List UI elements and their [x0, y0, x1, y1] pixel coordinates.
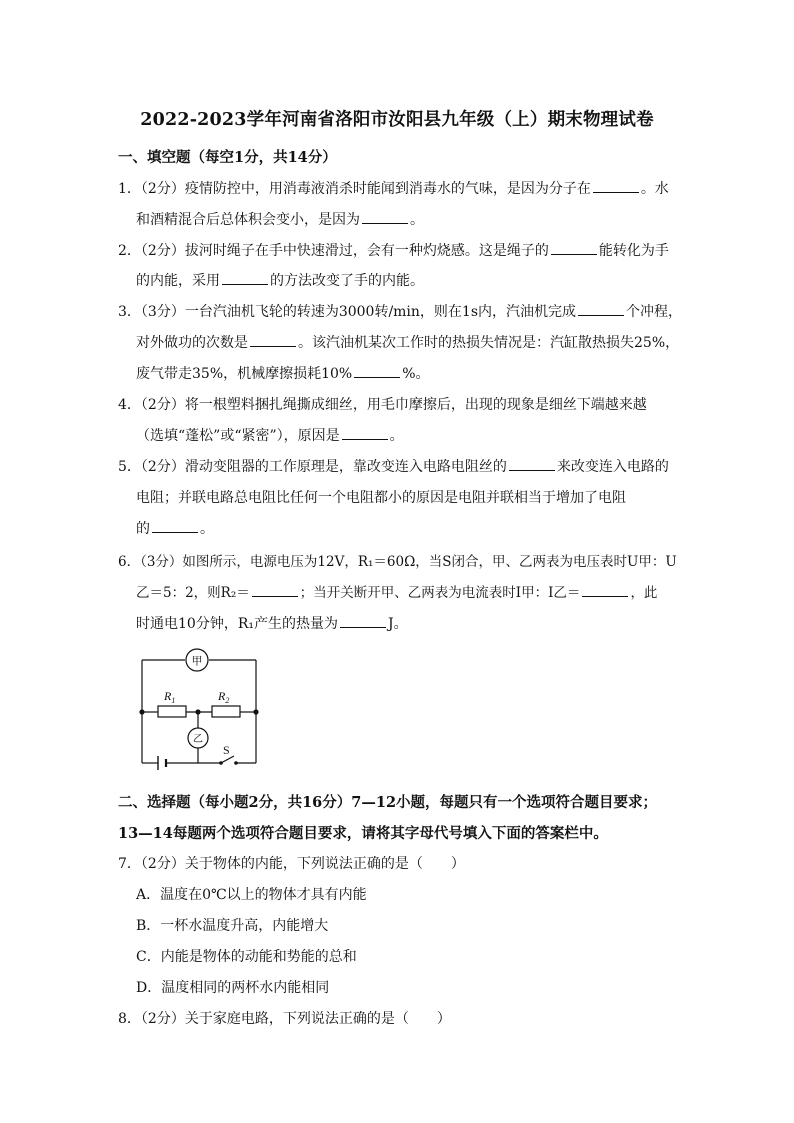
question-4-line-2	[136, 425, 404, 445]
q3-text-c: 对外做功的次数是	[136, 335, 248, 351]
question-1-line-2	[136, 209, 424, 229]
q6-text-c: ；当开关断开甲、乙两表为电流表时I甲：I乙＝	[299, 585, 581, 601]
section-2-heading-line-1: 二、选择题（每小题2分，共16分）7—12小题，每题只有一个选项符合题目要求；	[118, 794, 658, 811]
resistor-r2	[212, 706, 240, 717]
q3-text-a: 3．（3分）一台汽油机飞轮的转速为3000转/min，则在1s内，汽油机完成	[118, 304, 577, 320]
q1-text-b: 。水	[640, 181, 669, 197]
q6-text-d: ，此	[630, 585, 658, 601]
section-2-heading-line-2: 13—14每题两个选项符合题目要求，请将其字母代号填入下面的答案栏中。	[118, 825, 608, 842]
question-3-line-1	[118, 301, 682, 321]
q2-text-d: 的方法改变了手的内能。	[270, 273, 424, 289]
q4-text-a: 4．（2分）将一根塑料捆扎绳撕成细丝，用毛巾摩擦后，出现的现象是细丝下端越来越	[118, 397, 647, 413]
circuit-diagram	[130, 648, 270, 773]
question-3-line-3	[136, 363, 430, 383]
node-dot	[253, 709, 258, 714]
question-5-line-1	[118, 456, 669, 476]
q7-option-b: B．一杯水温度升高，内能增大	[136, 918, 329, 934]
q3-text-b: 个冲程，	[626, 304, 683, 320]
q5-text-c: 电阻；并联电路总电阻比任何一个电阻都小的原因是电阻并联相当于增加了电阻	[136, 490, 626, 506]
q6-text-b: 乙＝5：2，则R₂＝	[136, 585, 250, 601]
answer-blank	[222, 272, 268, 285]
answer-blank	[551, 242, 597, 255]
switch-pivot	[219, 761, 223, 765]
answer-blank	[362, 211, 408, 224]
r2-label	[217, 689, 229, 705]
answer-blank	[509, 458, 555, 471]
resistor-r1	[158, 706, 186, 717]
q3-text-f: %。	[402, 366, 430, 382]
question-6-line-1	[118, 550, 677, 570]
q7-option-c: C．内能是物体的动能和势能的总和	[136, 949, 357, 965]
r1-letter: R	[164, 689, 172, 703]
answer-blank	[582, 584, 628, 597]
switch-contact	[234, 761, 238, 765]
q5-text-b: 来改变连入电路的	[556, 459, 669, 475]
q6-text-a: 6．（3分）如图所示，电源电压为12V，R₁＝60Ω，当S闭合，甲、乙两表为电压表时U甲：U	[118, 554, 677, 570]
q1-text-d: 。	[410, 212, 424, 228]
answer-blank	[252, 584, 298, 597]
q7-option-a: A．温度在0℃以上的物体才具有内能	[136, 887, 367, 903]
question-2-line-2	[136, 270, 424, 290]
question-7-stem: 7．（2分）关于物体的内能，下列说法正确的是（ ）	[118, 856, 465, 872]
question-4-line-1	[118, 394, 647, 414]
question-6-line-3	[136, 613, 408, 633]
node-dot	[139, 709, 144, 714]
question-2-line-1	[118, 240, 669, 260]
q2-text-b: 能转化为手	[598, 243, 669, 259]
r2-subscript: 2	[225, 696, 230, 705]
question-6-line-2	[136, 581, 657, 601]
answer-blank	[354, 365, 400, 378]
answer-blank	[340, 615, 386, 628]
answer-blank	[152, 520, 198, 533]
node-dot	[195, 709, 200, 714]
q1-text-c: 和酒精混合后总体积会变小，是因为	[136, 212, 360, 228]
q6-text-e: 时通电10分钟，R₁产生的热量为	[136, 616, 338, 632]
question-5-line-3	[136, 518, 214, 538]
question-3-line-2	[136, 332, 679, 352]
q1-text-a: 1．（2分）疫情防控中，用消毒液消杀时能闻到消毒水的气味，是因为分子在	[118, 181, 591, 197]
page-title: 2022-2023学年河南省洛阳市汝阳县九年级（上）期末物理试卷	[140, 110, 654, 130]
switch-label: S	[223, 743, 230, 757]
q7-option-d: D．温度相同的两杯水内能相同	[136, 980, 330, 996]
question-1-line-1	[118, 178, 669, 198]
q2-text-a: 2．（2分）拔河时绳子在手中快速滑过，会有一种灼烧感。这是绳子的	[118, 243, 549, 259]
q3-text-d: 。该汽油机某次工作时的热损失情况是：汽缸散热损失25%，	[298, 335, 680, 351]
question-5-line-2	[136, 487, 626, 507]
q6-text-f: J。	[387, 616, 408, 632]
q5-text-a: 5．（2分）滑动变阻器的工作原理是，靠改变连入电路电阻丝的	[118, 459, 507, 475]
meter-yi-label: 乙	[193, 734, 203, 745]
answer-blank	[578, 303, 624, 316]
answer-blank	[342, 427, 388, 440]
r2-letter: R	[218, 689, 226, 703]
question-8-stem: 8．（2分）关于家庭电路，下列说法正确的是（ ）	[118, 1011, 451, 1027]
section-1-heading: 一、填空题（每空1分，共14分）	[118, 149, 337, 166]
meter-jia-label: 甲	[191, 654, 203, 668]
q5-text-e: 。	[200, 521, 214, 537]
q4-text-b: （选填“蓬松”或“紧密”），原因是	[136, 428, 340, 444]
answer-blank	[250, 334, 296, 347]
q2-text-c: 的内能，采用	[136, 273, 220, 289]
r1-label	[163, 689, 175, 705]
answer-blank	[593, 180, 639, 193]
switch-blade	[221, 756, 234, 763]
q5-text-d: 的	[136, 521, 150, 537]
q3-text-e: 废气带走35%，机械摩擦损耗10%	[136, 366, 353, 382]
q4-text-c: 。	[389, 428, 404, 444]
r1-subscript: 1	[171, 696, 176, 705]
